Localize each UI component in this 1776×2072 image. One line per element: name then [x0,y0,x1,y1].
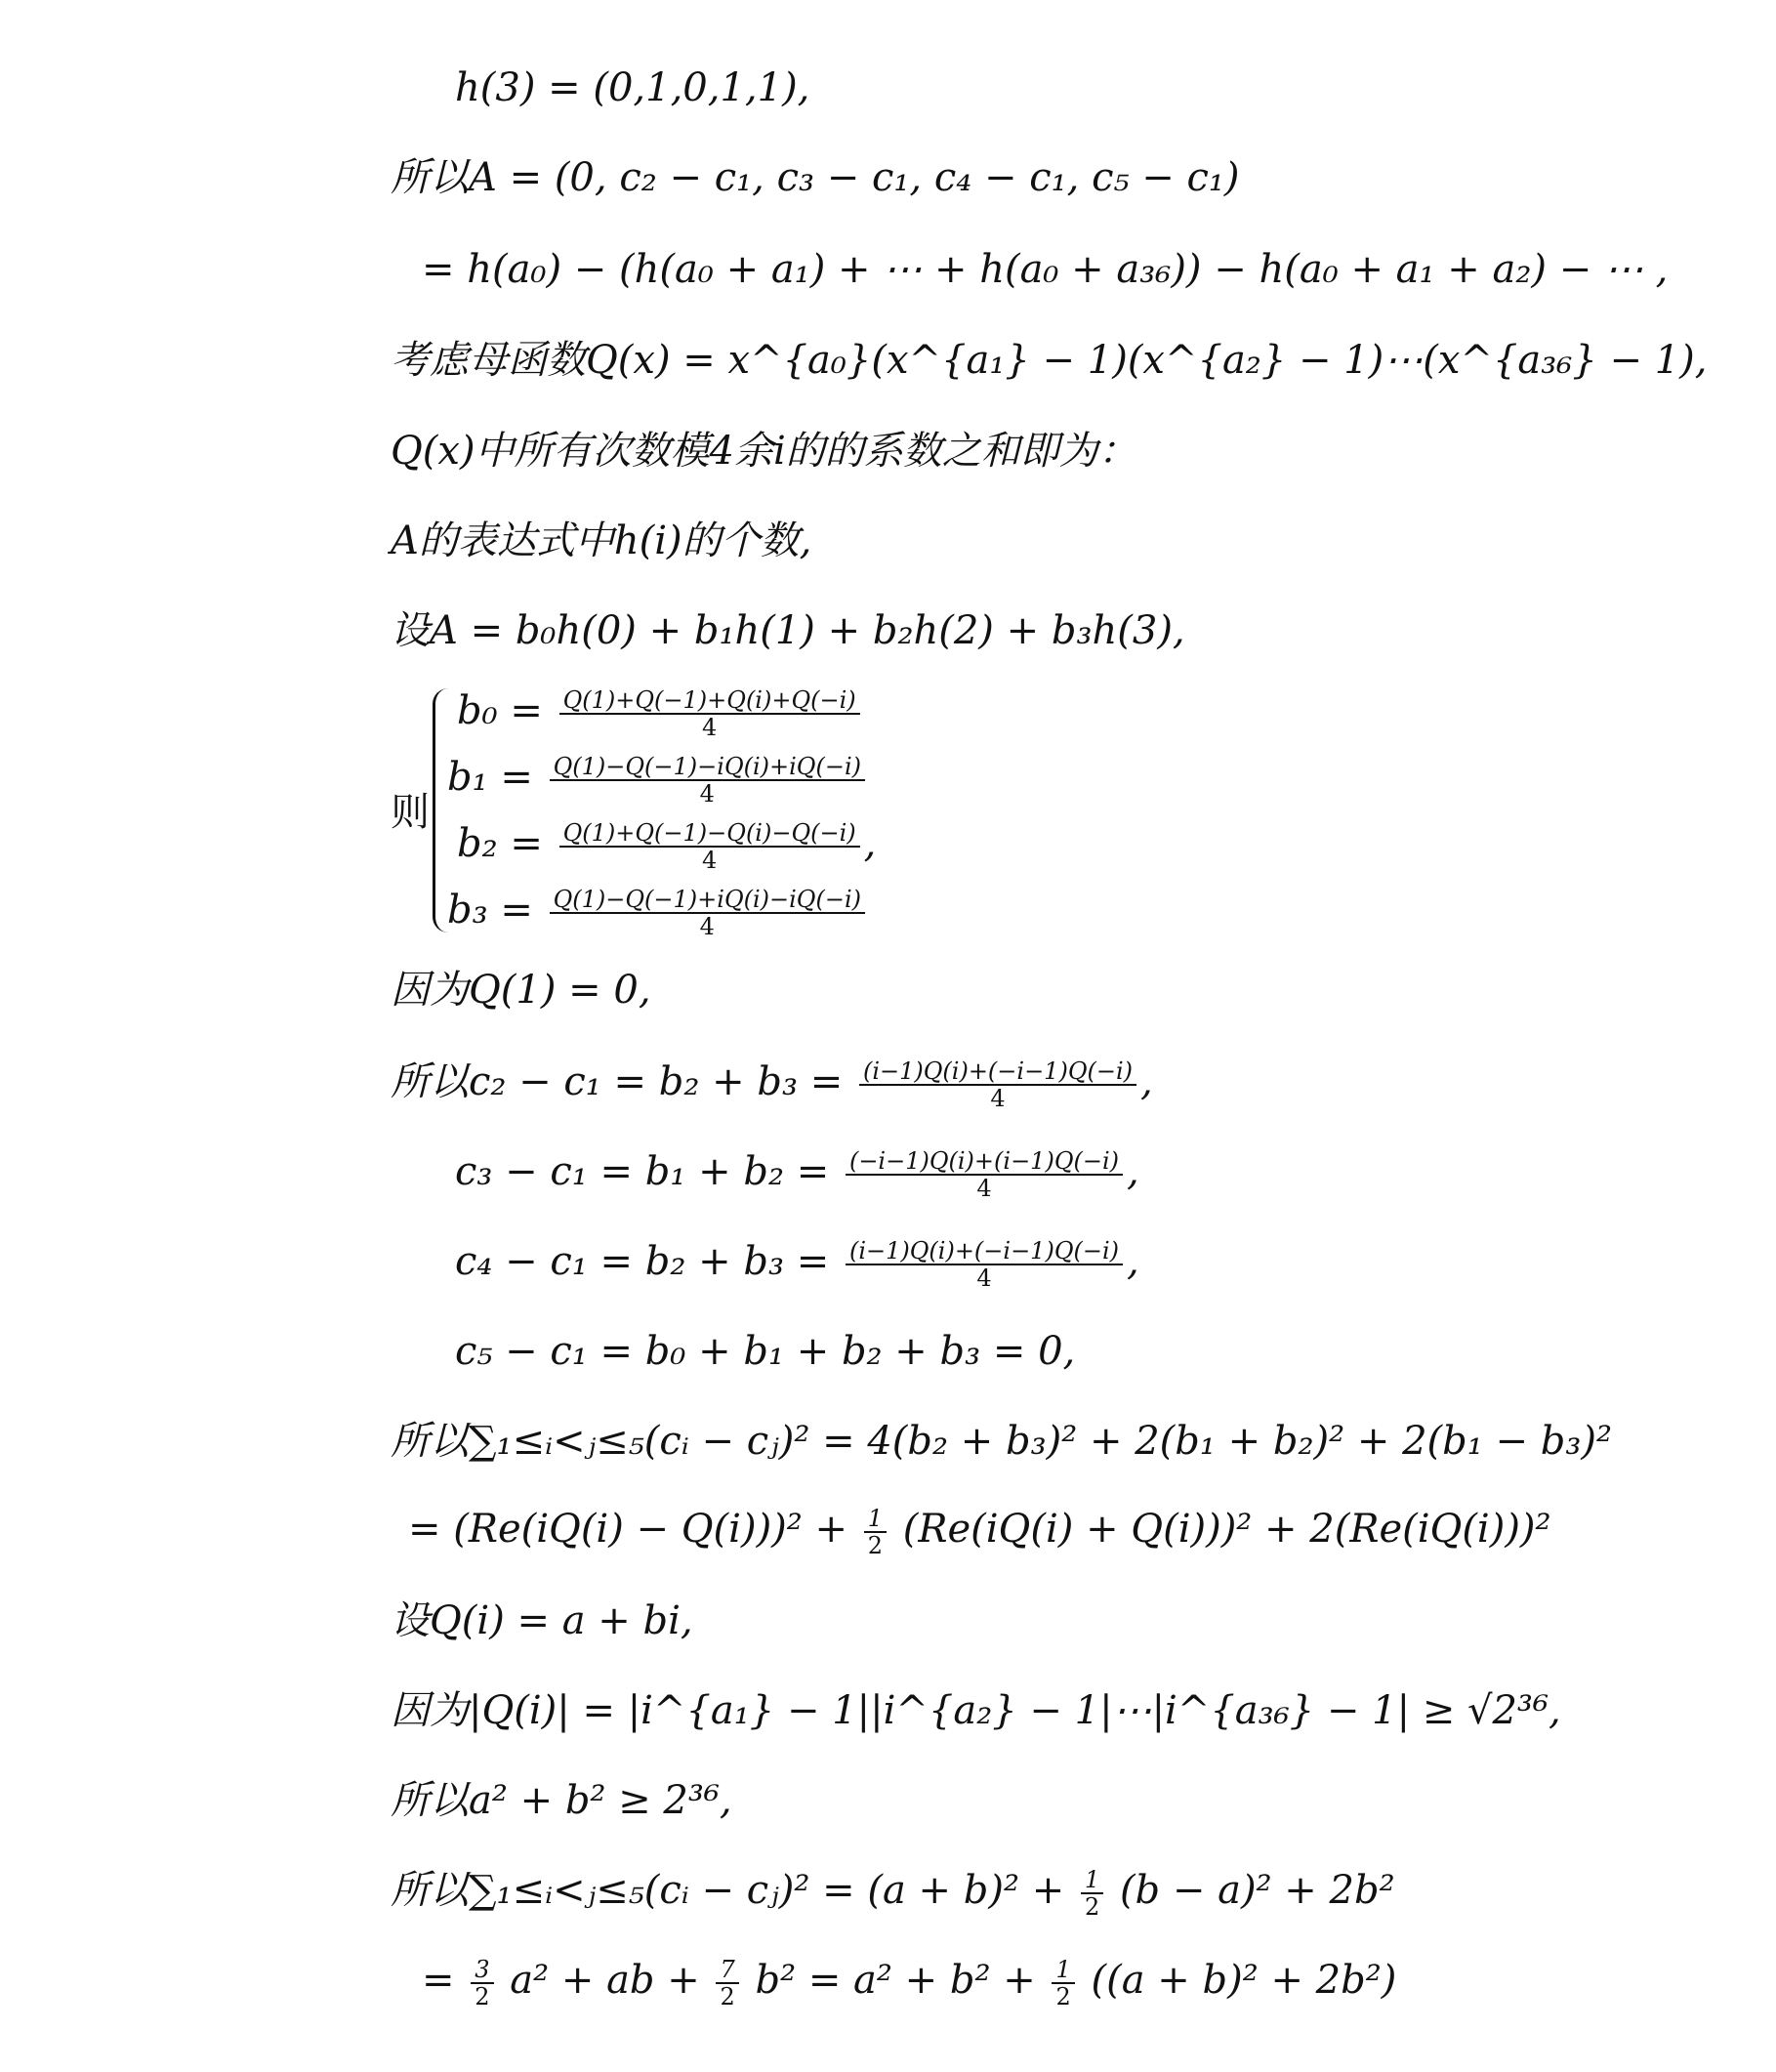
then-label: 则 [391,790,430,835]
case-b3: b₃ = $\frac{Q(1)-Q(-1)+iQ(i)-iQ(-i)}{4}$ [447,887,869,939]
line-h3: h(3) = (0,1,0,1,1), [455,65,810,110]
case-b2: b₂ = $\frac{Q(1)+Q(-1)-Q(i)-Q(-i)}{4}$ , [457,819,877,874]
case-b1: b₁ = $\frac{Q(1)-Q(-1)-iQ(i)+iQ(-i)}{4}$ [447,754,869,807]
line-coefficient-sum: Q(x)中所有次数模4余i的的系数之和即为： [391,429,1137,474]
line-final: = $\frac{3}{2}$ a² + ab + $\frac{7}{2}$ b² = a² + b² + $\frac{1}{2}$ ((a + b)² + 2b²) [422,1956,1397,2010]
line-generating-function: 考虑母函数Q(x) = x^{a₀}(x^{a₁} − 1)(x^{a₂} − 1)⋯(x^{a₃₆} − 1), [391,338,1708,383]
line-set-A: 设A = b₀h(0) + b₁h(1) + b₂h(2) + b₃h(3), [391,608,1185,653]
line-sum-squares: 所以∑₁≤ᵢ<ⱼ≤₅(cᵢ − cⱼ)² = 4(b₂ + b₃)² + 2(b₁ + b₂)² + 2(b₁ − b₃)² [391,1419,1612,1464]
line-modulus: 因为|Q(i)| = |i^{a₁} − 1||i^{a₂} − 1|⋯|i^{a₃₆} − 1| ≥ √2³⁶, [391,1688,1561,1733]
line-c5: c₅ − c₁ = b₀ + b₁ + b₂ + b₃ = 0, [455,1329,1076,1374]
line-c4: c₄ − c₁ = b₂ + b₃ = $\frac{(i-1)Q(i)+(-i-1)Q(-i)}{4}$ , [455,1237,1139,1292]
line-A-expand: = h(a₀) − (h(a₀ + a₁) + ⋯ + h(a₀ + a₃₆)) − h(a₀ + a₁ + a₂) − ⋯ , [422,247,1669,292]
case-b0: b₀ = $\frac{Q(1)+Q(-1)+Q(i)+Q(-i)}{4}$ [457,687,864,740]
line-set-Qi: 设Q(i) = a + bi, [391,1598,693,1643]
line-Re-expansion: = (Re(iQ(i) − Q(i)))² + $\frac{1}{2}$ (Re(iQ(i) + Q(i)))² + 2(Re(iQ(i)))² [408,1505,1551,1559]
line-c2: 所以c₂ − c₁ = b₂ + b₃ = $\frac{(i-1)Q(i)+(-i-1)Q(-i)}{4}$ , [391,1057,1153,1112]
line-A-def: 所以A = (0, c₂ − c₁, c₃ − c₁, c₄ − c₁, c₅ − c₁) [391,155,1240,200]
line-c3: c₃ − c₁ = b₁ + b₂ = $\frac{(-i-1)Q(i)+(i-1)Q(-i)}{4}$ , [455,1147,1139,1202]
line-count-h: A的表达式中h(i)的个数, [391,518,812,563]
line-sum-ab: 所以∑₁≤ᵢ<ⱼ≤₅(cᵢ − cⱼ)² = (a + b)² + $\frac{1}{2}$ (b − a)² + 2b² [391,1866,1395,1921]
line-a2b2: 所以a² + b² ≥ 2³⁶, [391,1778,732,1823]
line-Q1-zero: 因为Q(1) = 0, [391,968,651,1013]
